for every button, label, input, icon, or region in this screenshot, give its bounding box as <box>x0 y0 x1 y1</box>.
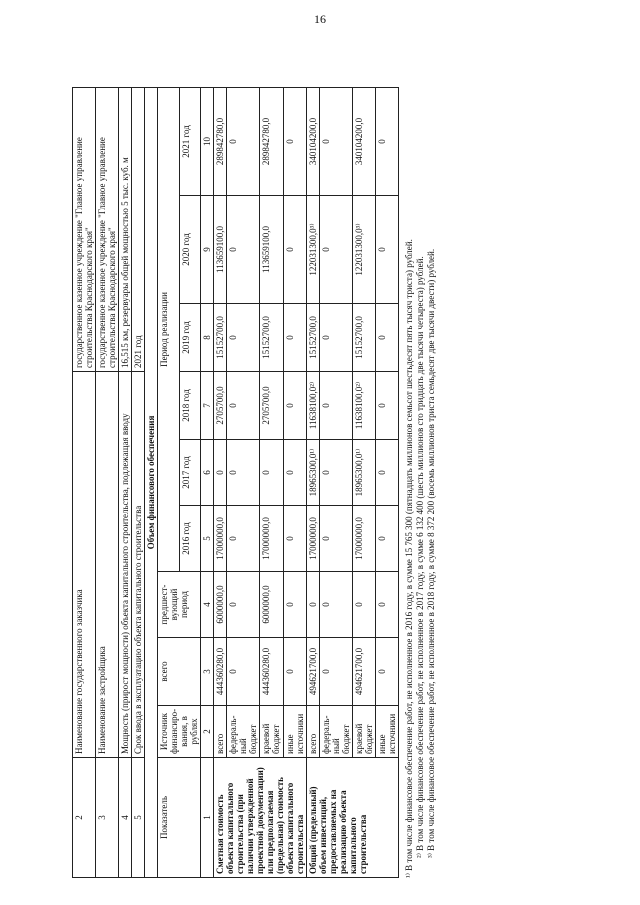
value-cell: 340104200,0 <box>307 87 320 195</box>
column-number: 10 <box>201 87 214 195</box>
column-number: 9 <box>201 195 214 303</box>
value-cell: 0 <box>227 440 260 506</box>
value-cell: 15152700,0 <box>260 303 283 371</box>
info-row <box>73 87 96 877</box>
value-cell: 444360280,0 <box>260 638 283 706</box>
column-number: 7 <box>201 371 214 439</box>
value-cell: 0 <box>283 440 306 506</box>
value-cell: 0 <box>307 572 320 638</box>
header-year: 2017 год <box>179 440 201 506</box>
value-cell: 0 <box>283 572 306 638</box>
value-cell: 0 <box>353 572 376 638</box>
value-cell: 0 <box>283 638 306 706</box>
value-cell: 2705700,0 <box>260 371 283 439</box>
info-row <box>119 87 132 877</box>
info-row-number: 3 <box>96 758 119 878</box>
table-row <box>214 87 227 877</box>
column-number: 4 <box>201 572 214 638</box>
value-cell: 0 <box>227 638 260 706</box>
page-number: 16 <box>314 12 326 26</box>
value-cell: 0 <box>320 303 353 371</box>
header-source: Источник финансиро-вания, в рублях <box>158 706 201 758</box>
value-cell: 0 <box>376 440 399 506</box>
info-row-label: Наименование государственного заказчика <box>73 371 96 757</box>
value-cell: 6000000,0 <box>260 572 283 638</box>
value-cell: 17000000,0 <box>214 506 227 572</box>
value-cell: 0 <box>283 371 306 439</box>
value-cell: 15152700,0 <box>353 303 376 371</box>
indicator-cell: Сметная стоимость объекта капитального строительства (при наличии утвержденной проектной документации) или предполагаемая (предельная) стоимость объекта капитального строительства <box>214 758 307 878</box>
value-cell: 0 <box>320 506 353 572</box>
value-cell: 289842780,0 <box>214 87 227 195</box>
value-cell: 0 <box>227 87 260 195</box>
value-cell: 0 <box>227 506 260 572</box>
value-cell: 113659100,0 <box>214 195 227 303</box>
info-row-label: Мощность (прирост мощности) объекта капитального строительства, подлежащая вводу <box>119 371 132 757</box>
value-cell: 494621700,0 <box>353 638 376 706</box>
value-cell: 0 <box>376 572 399 638</box>
value-cell: 17000000,0 <box>307 506 320 572</box>
info-row-number: 5 <box>132 758 145 878</box>
info-row-value: государственное казенное учреждение "Главное управление строительства Краснодарского края" <box>73 87 96 371</box>
value-cell: 0 <box>283 195 306 303</box>
value-cell: 0 <box>214 440 227 506</box>
source-cell: федераль-ный бюджет <box>320 706 353 758</box>
value-cell: 0 <box>376 303 399 371</box>
value-cell: 122031300,0³⁾ <box>307 195 320 303</box>
value-cell: 2705700,0 <box>214 371 227 439</box>
finance-title: Объем финансового обеспечения <box>145 87 158 877</box>
value-cell: 444360280,0 <box>214 638 227 706</box>
info-row-value: 2021 год <box>132 87 145 371</box>
value-cell: 0 <box>320 371 353 439</box>
footnote-2: ²⁾ В том числе финансовое обеспечение работ, не исполненное в 2017 году, в сумме 6 132 400 (шесть миллионов сто тридцать две тысячи четыреста) рублей. <box>415 256 425 858</box>
value-cell: 113659100,0 <box>260 195 283 303</box>
value-cell: 0 <box>260 440 283 506</box>
value-cell: 11638100,0²⁾ <box>353 371 376 439</box>
value-cell: 0 <box>320 195 353 303</box>
info-row-value: 16,515 км, резервуары общей мощностью 5 тыс. куб. м <box>119 87 132 371</box>
footnote-3: ³⁾ В том числе финансовое обеспечение работ, не исполненное в 2018 году, в сумме 8 372 200 (восемь миллионов триста семьдесят две тысячи двести) рублей. <box>426 248 436 858</box>
header-period: Период реализации <box>158 87 180 571</box>
info-row-label: Срок ввода в эксплуатацию объекта капитального строительства <box>132 371 145 757</box>
value-cell: 15152700,0 <box>214 303 227 371</box>
source-cell: всего <box>214 706 227 758</box>
column-number: 2 <box>201 706 214 758</box>
value-cell: 494621700,0 <box>307 638 320 706</box>
header-indicator: Показатель <box>158 758 201 878</box>
value-cell: 0 <box>320 87 353 195</box>
rotated-page-content <box>72 88 592 878</box>
value-cell: 340104200,0 <box>353 87 376 195</box>
value-cell: 0 <box>320 572 353 638</box>
source-cell: краевой бюджет <box>260 706 283 758</box>
value-cell: 0 <box>376 638 399 706</box>
header-year: 2016 год <box>179 506 201 572</box>
source-cell: федераль-ный бюджет <box>227 706 260 758</box>
value-cell: 18965300,0¹⁾ <box>307 440 320 506</box>
value-cell: 17000000,0 <box>260 506 283 572</box>
info-row-label: Наименование застройщика <box>96 371 119 757</box>
source-cell: иные источники <box>376 706 399 758</box>
value-cell: 0 <box>227 303 260 371</box>
value-cell: 17000000,0 <box>353 506 376 572</box>
info-row-value: государственное казенное учреждение "Главное управление строительства Краснодарского края" <box>96 87 119 371</box>
footnote-1: ¹⁾ В том числе финансовое обеспечение работ, не исполненное в 2016 году, в сумме 15 765 300 (пятнадцать миллионов семьсот шестьдесят пять тысяч триста) рублей. <box>404 239 414 878</box>
value-cell: 0 <box>376 506 399 572</box>
value-cell: 18965300,0¹⁾ <box>353 440 376 506</box>
header-year: 2019 год <box>179 303 201 371</box>
column-number: 8 <box>201 303 214 371</box>
value-cell: 11638100,0²⁾ <box>307 371 320 439</box>
info-row-number: 4 <box>119 758 132 878</box>
value-cell: 0 <box>227 572 260 638</box>
passport-table <box>72 87 399 878</box>
value-cell: 0 <box>227 371 260 439</box>
source-cell: иные источники <box>283 706 306 758</box>
value-cell: 0 <box>283 87 306 195</box>
footnotes <box>404 88 437 878</box>
table-row <box>307 87 320 877</box>
header-previous: предшест-вующий период <box>158 572 201 638</box>
header-year: 2021 год <box>179 87 201 195</box>
header-total: всего <box>158 638 201 706</box>
value-cell: 15152700,0 <box>307 303 320 371</box>
column-number: 5 <box>201 506 214 572</box>
value-cell: 0 <box>283 506 306 572</box>
source-cell: всего <box>307 706 320 758</box>
value-cell: 289842780,0 <box>260 87 283 195</box>
value-cell: 122031300,0³⁾ <box>353 195 376 303</box>
value-cell: 0 <box>320 638 353 706</box>
column-number: 1 <box>201 758 214 878</box>
value-cell: 0 <box>376 371 399 439</box>
indicator-cell: Общий (предельный) объем инвестиций, предоставляемых на реализацию объекта капитального строительства <box>307 758 399 878</box>
header-year: 2020 год <box>179 195 201 303</box>
value-cell: 0 <box>283 303 306 371</box>
header-year: 2018 год <box>179 371 201 439</box>
value-cell: 0 <box>320 440 353 506</box>
info-row <box>132 87 145 877</box>
source-cell: краевой бюджет <box>353 706 376 758</box>
info-row-number: 2 <box>73 758 96 878</box>
info-row <box>96 87 119 877</box>
value-cell: 0 <box>376 87 399 195</box>
column-number: 6 <box>201 440 214 506</box>
column-number: 3 <box>201 638 214 706</box>
value-cell: 6000000,0 <box>214 572 227 638</box>
value-cell: 0 <box>376 195 399 303</box>
value-cell: 0 <box>227 195 260 303</box>
